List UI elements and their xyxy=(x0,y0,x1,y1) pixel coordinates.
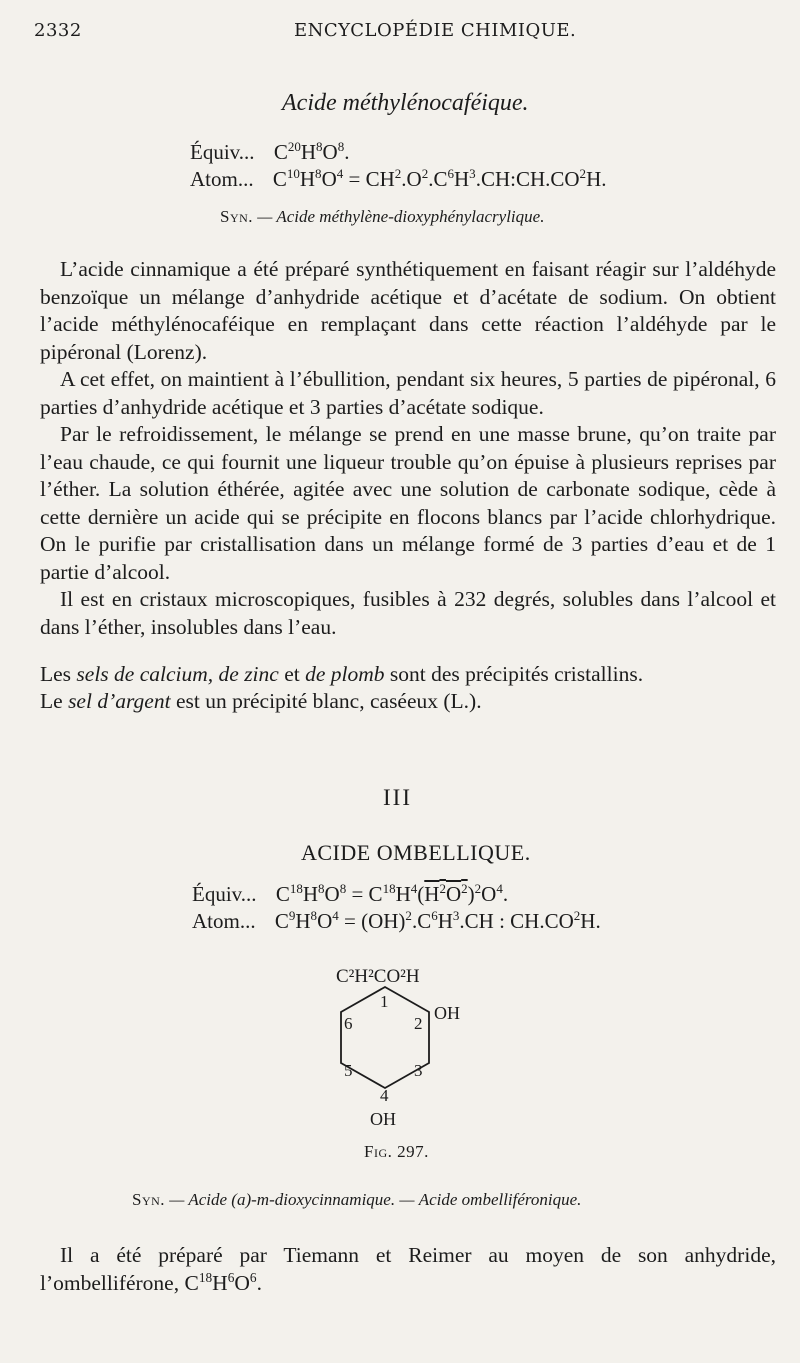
final-paragraph: Il a été préparé par Tiemann et Reimer au moyen de son anhydride, l’ombelliférone, $C^{18}H^6O^6$. xyxy=(40,1243,776,1295)
salts-text: et xyxy=(278,662,306,686)
ring-position: 3 xyxy=(414,1061,423,1080)
section-number: III xyxy=(383,785,412,810)
running-title: ENCYCLOPÉDIE CHIMIQUE. xyxy=(294,20,577,41)
paragraph-1: L’acide cinnamique a été préparé synthétiquement en faisant réagir sur l’aldéhyde benzoïque un mélange d’anhydride acétique et d’acétate de sodium. On obtient l’acide méthylénocaféique en remplaçant dans cette réaction l’aldéhyde par le pipéronal (Lorenz). xyxy=(40,257,776,364)
figure-top-label: C²H²CO²H xyxy=(336,966,420,987)
equiv-formula-1: Équiv... $C^{20}H^8O^8$. xyxy=(190,139,350,164)
atom-formula-1: Atom... $C^{10}H^8O^4$ = $CH^2.O^2.C^6H^3.CH:CH.CO^2H$. xyxy=(190,166,607,191)
ring-position: 2 xyxy=(414,1014,423,1033)
ring-position: 4 xyxy=(380,1086,389,1105)
equiv-label: Équiv... xyxy=(192,882,257,906)
atom-label: Atom... xyxy=(192,909,256,933)
ring-position: 5 xyxy=(344,1061,353,1080)
section-title: Acide méthylénocaféique. xyxy=(282,90,529,116)
hydroxyl-label: OH xyxy=(370,1109,396,1129)
figure-caption: Fig. 297. xyxy=(364,1142,429,1161)
atom-formula-2: Atom... $C^9H^8O^4 = (OH)^2.C^6H^3.CH$ : $CH.CO^2H$. xyxy=(192,908,601,933)
salts-text: Le xyxy=(40,689,69,713)
salts-italic: sels de calcium, de zinc xyxy=(76,662,279,686)
salts-line-2 xyxy=(40,688,776,716)
atom-label: Atom... xyxy=(190,167,254,191)
page-number: 2332 xyxy=(34,20,82,41)
syn-text: — Acide méthylène-dioxyphénylacrylique. xyxy=(257,207,545,226)
synonym-line-2 xyxy=(132,1190,581,1210)
equiv-label: Équiv... xyxy=(190,140,255,164)
salts-text: sont des précipités cristallins. xyxy=(384,662,644,686)
salts-text: Les xyxy=(40,662,77,686)
final-paragraph-text: Il a été préparé par Tiemann et Reimer au moyen de son anhydride, l’ombelliférone, xyxy=(40,1243,776,1295)
paragraph-3: Par le refroidissement, le mélange se prend en une masse brune, qu’on traite par l’eau chaude, ce qui fournit une liqueur trouble qu’on épuise à plusieurs reprises par l’éther. La solution éthérée, agitée avec une solution de carbonate sodique, cède à cette dernière un acide qui se précipite en flocons blancs par l’acide chlorhydrique. On le purifie par cristallisation dans un mélange formé de 3 parties d’eau et de 1 partie d’alcool. xyxy=(40,422,776,584)
section-heading: ACIDE OMBELLIQUE. xyxy=(301,840,531,865)
ring-position: 1 xyxy=(380,992,389,1011)
salts-line-1 xyxy=(40,661,776,689)
syn-label: Syn. xyxy=(220,207,254,226)
salts-text: est un précipité blanc, caséeux (L.). xyxy=(170,689,482,713)
benzene-ring-figure xyxy=(300,955,520,1130)
syn-text: — Acide (a)-m-dioxycinnamique. — xyxy=(169,1190,415,1209)
syn-text: Acide ombelliféronique. xyxy=(418,1190,582,1209)
paragraph-2: A cet effet, on maintient à l’ébullition, pendant six heures, 5 parties de pipéronal, 6 parties d’anhydride acétique et 3 parties d’acétate sodique. xyxy=(40,367,776,419)
ring-position: 6 xyxy=(344,1014,353,1033)
salts-italic: sel d’argent xyxy=(68,689,171,713)
equiv-formula-2: Équiv... $C^{18}H^8O^8 = C^{18}H^4(H^2O^2)^2O^4$. xyxy=(192,881,509,906)
hydroxyl-label: OH xyxy=(434,1003,460,1023)
paragraph-4: Il est en cristaux microscopiques, fusibles à 232 degrés, solubles dans l’alcool et dans l’éther, insolubles dans l’eau. xyxy=(40,587,776,639)
synonym-line-1 xyxy=(220,207,544,227)
salts-italic: de plomb xyxy=(305,662,385,686)
syn-label: Syn. xyxy=(132,1190,166,1209)
